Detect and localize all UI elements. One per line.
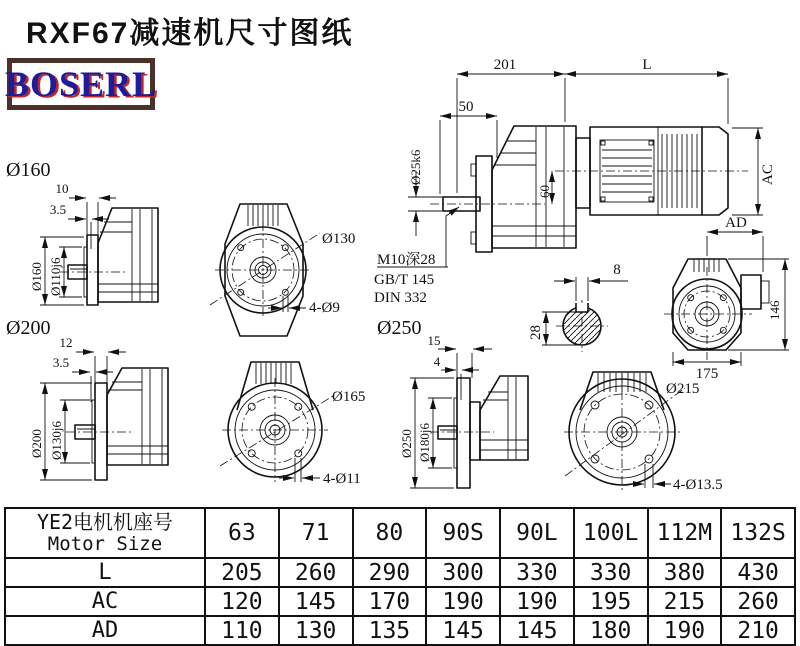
cell-AC-90L: 190 — [500, 587, 574, 616]
cell-AC-80: 170 — [353, 587, 427, 616]
dim-146: 146 — [767, 300, 782, 320]
caption-flange-250: Ø250 — [377, 317, 422, 339]
cell-AC-112M: 215 — [648, 587, 722, 616]
col-100L: 100L — [574, 508, 648, 558]
dim-3-5-b: 3.5 — [52, 355, 70, 370]
dim-201: 201 — [493, 57, 517, 73]
note-m10: M10深28 — [377, 252, 436, 268]
dim-circle-165: Ø165 — [332, 389, 366, 405]
cell-AC-63: 120 — [205, 587, 279, 616]
dim-AC: AC — [760, 164, 776, 185]
cell-AD-80: 135 — [353, 616, 427, 645]
dim-flange-200: Ø200 — [29, 429, 44, 458]
cell-L-90S: 300 — [426, 558, 500, 587]
dim-4: 4 — [433, 354, 441, 369]
col-63: 63 — [205, 508, 279, 558]
dim-spigot-110j6: Ø110j6 — [48, 257, 63, 296]
dim-AD: AD — [725, 215, 747, 231]
side-view-drawing — [408, 57, 776, 252]
col-112M: 112M — [648, 508, 722, 558]
cell-L-100L: 330 — [574, 558, 648, 587]
table-header-row — [5, 508, 795, 558]
dim-shaft-25k6: Ø25k6 — [408, 149, 423, 185]
dim-holes-4-9: 4-Ø9 — [309, 300, 340, 316]
dim-L: L — [642, 57, 652, 73]
cell-AD-90S: 145 — [426, 616, 500, 645]
logo-text: BOSERL — [4, 64, 158, 104]
dim-spigot-130j6: Ø130j6 — [49, 421, 64, 460]
row-label-AC: AC — [5, 587, 205, 616]
dim-key-width-8: 8 — [613, 262, 621, 278]
row-label-AD: AD — [5, 616, 205, 645]
dim-3-5-a: 3.5 — [49, 202, 67, 217]
header-en: Motor Size — [47, 532, 163, 555]
dim-circle-130: Ø130 — [322, 231, 356, 247]
dim-50: 50 — [458, 99, 474, 115]
front-view-165 — [220, 362, 365, 487]
table-row-AD — [5, 616, 795, 645]
cell-L-132S: 430 — [721, 558, 795, 587]
cell-AC-90S: 190 — [426, 587, 500, 616]
cell-AD-132S: 210 — [721, 616, 795, 645]
cell-L-63: 205 — [205, 558, 279, 587]
thread-note — [374, 207, 459, 306]
page-title: RXF67减速机尺寸图纸 — [26, 17, 354, 50]
dim-12: 12 — [59, 335, 73, 350]
header-motor-size — [5, 508, 205, 558]
front-view-130 — [210, 204, 355, 336]
caption-flange-200: Ø200 — [6, 317, 51, 339]
cell-AC-100L: 195 — [574, 587, 648, 616]
cell-AC-132S: 260 — [721, 587, 795, 616]
front-view-215 — [564, 372, 723, 493]
col-90S: 90S — [426, 508, 500, 558]
dim-10: 10 — [55, 181, 69, 196]
header-cn: YE2电机机座号 — [36, 509, 174, 534]
dim-60: 60 — [537, 185, 552, 198]
note-din: DIN 332 — [374, 290, 427, 306]
cell-L-71: 260 — [279, 558, 353, 587]
cell-AD-100L: 180 — [574, 616, 648, 645]
flange-160-side-view — [29, 181, 158, 305]
flange-250-side-view — [399, 333, 528, 488]
dim-holes-4-11: 4-Ø11 — [323, 471, 361, 487]
cell-AD-90L: 145 — [500, 616, 574, 645]
output-end-view — [664, 215, 789, 382]
cell-AD-71: 130 — [279, 616, 353, 645]
col-71: 71 — [279, 508, 353, 558]
cell-L-80: 290 — [353, 558, 427, 587]
dim-holes-4-13-5: 4-Ø13.5 — [673, 477, 723, 493]
col-90L: 90L — [500, 508, 574, 558]
table-row-L — [5, 558, 795, 587]
dim-flange-250: Ø250 — [399, 429, 414, 458]
dim-circle-215: Ø215 — [666, 381, 700, 397]
row-label-L: L — [5, 558, 205, 587]
col-80: 80 — [353, 508, 427, 558]
cell-AD-63: 110 — [205, 616, 279, 645]
cell-L-90L: 330 — [500, 558, 574, 587]
table-row-AC — [5, 587, 795, 616]
dim-key-height-28: 28 — [528, 325, 544, 340]
cell-L-112M: 380 — [648, 558, 722, 587]
dim-flange-160: Ø160 — [29, 262, 44, 291]
dim-15: 15 — [427, 333, 441, 348]
col-132S: 132S — [721, 508, 795, 558]
flange-200-side-view — [29, 335, 168, 480]
dim-spigot-180j6: Ø180j6 — [417, 423, 432, 462]
cell-AD-112M: 190 — [648, 616, 722, 645]
dimension-table — [4, 507, 796, 646]
caption-flange-160: Ø160 — [6, 159, 51, 181]
key-cross-section — [528, 262, 628, 352]
cell-AC-71: 145 — [279, 587, 353, 616]
note-gbt: GB/T 145 — [374, 272, 435, 288]
dim-175: 175 — [695, 366, 719, 382]
